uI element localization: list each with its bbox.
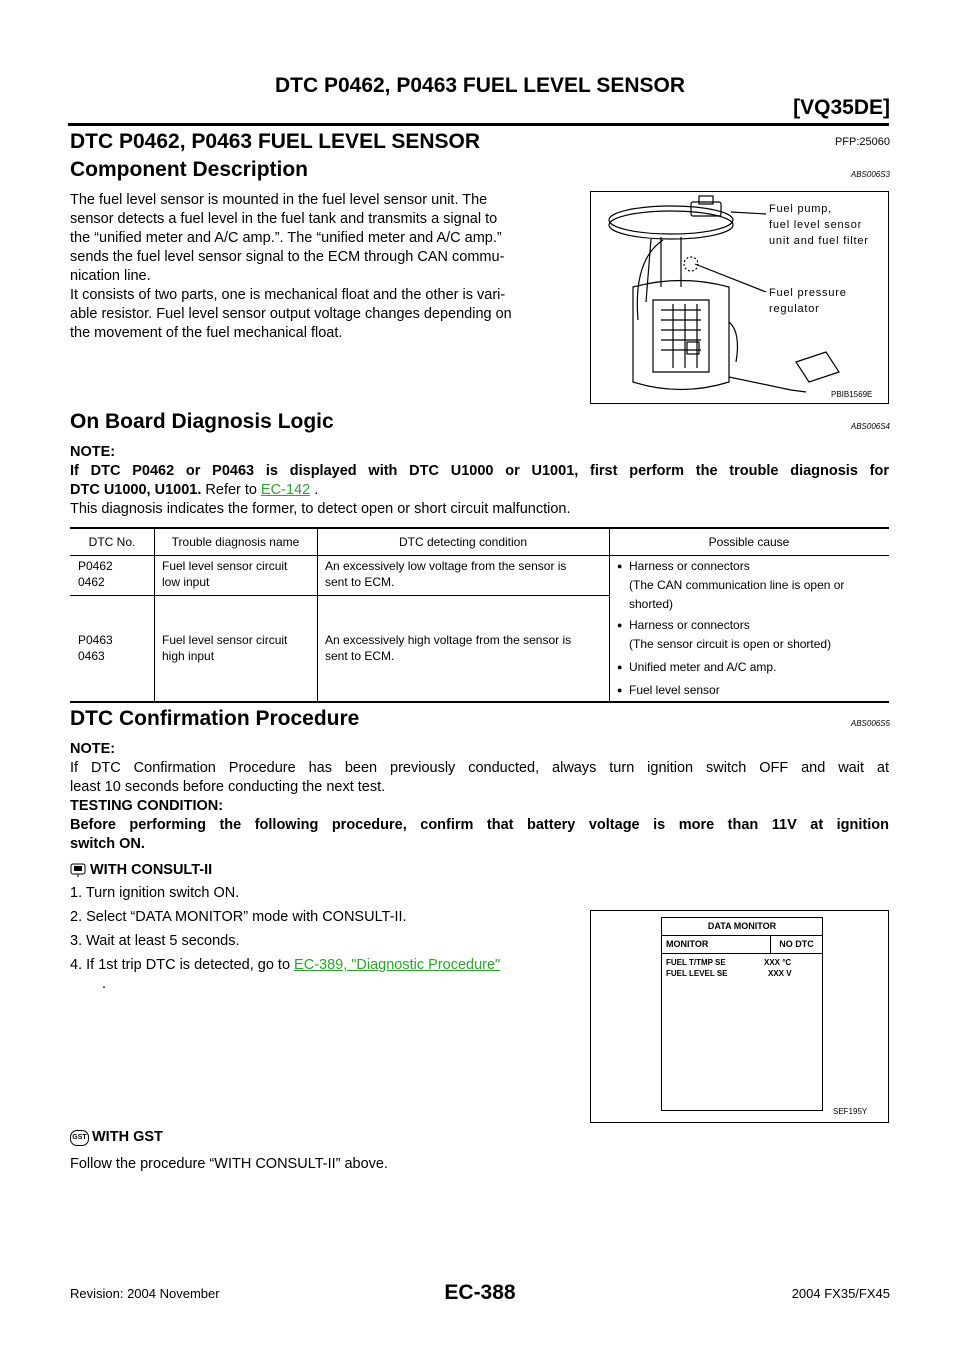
ec-389-link[interactable]: EC-389, "Diagnostic Procedure" xyxy=(294,957,501,973)
engine-code: [VQ35DE] xyxy=(793,96,890,119)
note-end: . xyxy=(310,482,319,498)
obd-heading: On Board Diagnosis Logic xyxy=(70,410,334,433)
trouble-name xyxy=(162,558,287,590)
table-col-divider xyxy=(609,527,610,701)
text-line: able resistor. Fuel level sensor output voltage changes depending on xyxy=(70,306,512,322)
text-line: Fuel level sensor circuit xyxy=(162,559,288,573)
procedure-step: 3. Wait at least 5 seconds. xyxy=(70,933,240,949)
figure-label-line: unit and fuel filter xyxy=(769,235,869,247)
text-line: low input xyxy=(162,575,210,589)
obd-note-label: NOTE: xyxy=(70,444,116,460)
procedure-step: 2. Select “DATA MONITOR” mode with CONSULT-II. xyxy=(70,909,407,925)
text-line: ● Unified meter and A/C amp. xyxy=(629,660,777,674)
fuel-pump-illustration xyxy=(591,192,888,403)
text-line: sends the fuel level sensor signal to the ECM through CAN commu- xyxy=(70,249,505,265)
obd-note-line1: If DTC P0462 or P0463 is displayed with DTC U1000 or U1001, first perform the trouble diagnosis for xyxy=(70,463,889,479)
table-row-rule xyxy=(70,595,609,596)
with-consult-label: WITH CONSULT-II xyxy=(90,862,213,878)
table-col-divider xyxy=(317,527,318,701)
text-line: sensor detects a fuel level in the fuel tank and transmits a signal to xyxy=(70,211,498,227)
figure-label-regulator: Fuel pressure xyxy=(769,287,847,299)
table-bottom-rule xyxy=(70,701,889,703)
monitor-title: DATA MONITOR xyxy=(662,918,822,936)
confirm-note-line2: least 10 seconds before conducting the next test. xyxy=(70,779,386,795)
text-line: ● Harness or connectors xyxy=(629,559,750,573)
figure-id: SEF195Y xyxy=(833,1107,868,1116)
gst-instruction: Follow the procedure “WITH CONSULT-II” above. xyxy=(70,1156,389,1172)
vehicle-model: 2004 FX35/FX45 xyxy=(791,1286,890,1301)
text-line: shorted) xyxy=(629,597,674,611)
note-refer-text: Refer to xyxy=(201,482,262,498)
list-item xyxy=(617,617,885,652)
obd-diagnosis-text: This diagnosis indicates the former, to detect open or short circuit malfunction. xyxy=(70,501,571,517)
figure-label-line: regulator xyxy=(769,303,820,315)
diagnosis-table xyxy=(70,527,889,701)
obd-code: ABS006S4 xyxy=(850,422,890,431)
testing-condition-label: TESTING CONDITION: xyxy=(70,798,224,814)
figure-label-line: fuel level sensor xyxy=(769,219,863,231)
note-dtc-ref: DTC U1000, U1001. xyxy=(70,482,202,498)
monitor-item-value: XXX °C xyxy=(764,958,792,967)
text-line: the “unified meter and A/C amp.”. The “unified meter and A/C amp.” xyxy=(70,230,502,246)
step-end: . xyxy=(102,976,107,992)
monitor-row xyxy=(662,967,822,978)
monitor-col-label: MONITOR xyxy=(662,936,771,953)
text-line: the movement of the fuel mechanical float. xyxy=(70,325,343,341)
component-description xyxy=(70,191,585,343)
text-line: (The CAN communication line is open or xyxy=(629,578,845,592)
th-possible-cause: Possible cause xyxy=(708,535,790,549)
component-code: ABS006S3 xyxy=(850,170,890,179)
confirm-heading: DTC Confirmation Procedure xyxy=(70,707,360,730)
text-line: Fuel level sensor circuit xyxy=(162,633,288,647)
page-header-title: DTC P0462, P0463 FUEL LEVEL SENSOR xyxy=(274,74,686,97)
dtc-code: P0462 xyxy=(78,559,113,573)
monitor-item-name: FUEL LEVEL SE xyxy=(666,969,728,978)
monitor-row xyxy=(662,954,822,967)
table-row xyxy=(78,558,113,590)
list-item xyxy=(617,659,885,675)
gst-icon: GST xyxy=(70,1130,89,1146)
text-line: ● Harness or connectors xyxy=(629,618,750,632)
confirm-code: ABS006S5 xyxy=(850,719,890,728)
th-dtc-no: DTC No. xyxy=(88,535,136,549)
header-rule xyxy=(68,123,889,126)
pfp-code: PFP:25060 xyxy=(834,136,890,148)
text-line: An excessively high voltage from the sensor is xyxy=(325,633,572,647)
ec-142-link[interactable]: EC-142 xyxy=(261,482,311,498)
th-trouble-name: Trouble diagnosis name xyxy=(171,535,300,549)
monitor-item-name: FUEL T/TMP SE xyxy=(666,958,726,967)
testing-condition-line1: Before performing the following procedure, confirm that battery voltage is more than 11V at ignition xyxy=(70,817,889,833)
component-heading: Component Description xyxy=(70,158,309,181)
text-line: It consists of two parts, one is mechanical float and the other is vari- xyxy=(70,287,506,303)
testing-condition-line2: switch ON. xyxy=(70,836,145,852)
trouble-name xyxy=(162,632,287,664)
text-line: The fuel level sensor is mounted in the fuel level sensor unit. The xyxy=(70,192,488,208)
figure-label-fuel-pump: Fuel pump, xyxy=(769,203,833,215)
monitor-header-row xyxy=(662,936,822,954)
page-number: EC-388 xyxy=(444,1281,516,1304)
dtc-code: P0463 xyxy=(78,633,113,647)
consult-tool-icon xyxy=(70,863,86,877)
monitor-item-value: XXX V xyxy=(768,969,792,978)
text-line: An excessively low voltage from the sensor is xyxy=(325,559,567,573)
table-col-divider xyxy=(154,527,155,701)
obd-note-line2 xyxy=(70,481,318,500)
monitor-screen xyxy=(661,917,823,1111)
possible-cause-list xyxy=(617,558,885,698)
fuel-level-sensor-figure xyxy=(590,191,889,404)
text-line: sent to ECM. xyxy=(325,575,395,589)
dtc-code: 0462 xyxy=(78,575,105,589)
list-item xyxy=(617,558,885,612)
revision-date: Revision: 2004 November xyxy=(70,1286,220,1301)
text-line: (The sensor circuit is open or shorted) xyxy=(629,637,832,651)
section-title: DTC P0462, P0463 FUEL LEVEL SENSOR xyxy=(70,130,481,153)
confirm-note-line1: If DTC Confirmation Procedure has been previously conducted, always turn ignition switch OFF and wait at xyxy=(70,760,889,776)
table-row xyxy=(78,632,113,664)
with-gst-label: WITH GST xyxy=(92,1129,163,1145)
dtc-code: 0463 xyxy=(78,649,105,663)
text-line: high input xyxy=(162,649,215,663)
detecting-condition xyxy=(325,632,571,664)
text-line: ● Fuel level sensor xyxy=(629,683,720,697)
procedure-step: 1. Turn ignition switch ON. xyxy=(70,885,240,901)
procedure-step xyxy=(70,956,500,975)
confirm-note-label: NOTE: xyxy=(70,741,116,757)
th-detecting-condition: DTC detecting condition xyxy=(398,535,528,549)
list-item xyxy=(617,682,885,698)
figure-id: PBIB1569E xyxy=(831,390,873,399)
step-text: 4. If 1st trip DTC is detected, go to xyxy=(70,957,295,973)
text-line: nication line. xyxy=(70,268,151,284)
data-monitor-figure xyxy=(590,910,889,1123)
table-header-rule xyxy=(70,555,889,556)
detecting-condition xyxy=(325,558,566,590)
text-line: sent to ECM. xyxy=(325,649,395,663)
monitor-col-status: NO DTC xyxy=(779,939,814,949)
